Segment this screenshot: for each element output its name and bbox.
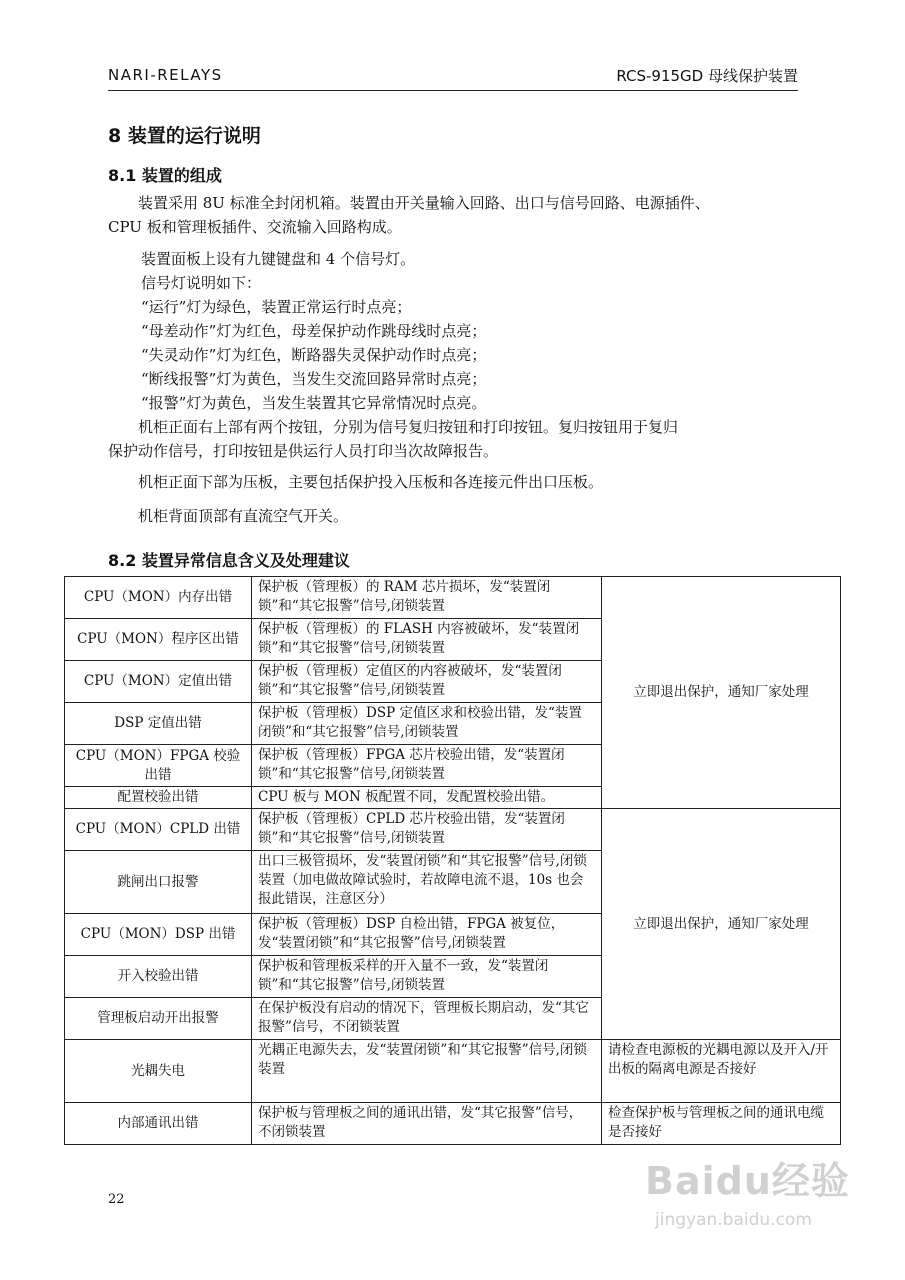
light-line-break: “断线报警”灯为黄色，当发生交流回路异常时点亮； bbox=[141, 370, 487, 388]
error-name: CPU（MON）程序区出错 bbox=[65, 619, 252, 661]
error-info-table bbox=[64, 576, 841, 1145]
handling-advice: 检查保护板与管理板之间的通讯电缆是否接好 bbox=[602, 1103, 841, 1145]
section-8-title: 8 装置的运行说明 bbox=[108, 125, 261, 147]
error-name: 内部通讯出错 bbox=[65, 1103, 252, 1145]
para-dc-switch: 机柜背面顶部有直流空气开关。 bbox=[138, 507, 349, 525]
error-description: 保护板（管理板）定值区的内容被破坏，发“装置闭锁”和“其它报警”信号,闭锁装置 bbox=[252, 661, 602, 703]
para-buttons-line2: 保护动作信号，打印按钮是供运行人员打印当次故障报告。 bbox=[108, 442, 499, 460]
handling-advice: 立即退出保护，通知厂家处理 bbox=[602, 577, 841, 809]
error-name: 管理板启动开出报警 bbox=[65, 998, 252, 1040]
table-row bbox=[65, 1040, 841, 1103]
watermark-logo: Baidu经验 bbox=[645, 1159, 850, 1203]
section-8-2-title: 8.2 装置异常信息含义及处理建议 bbox=[108, 551, 350, 570]
error-description: 保护板和管理板采样的开入量不一致，发“装置闭锁”和“其它报警”信号,闭锁装置 bbox=[252, 956, 602, 998]
para-pressure-plates: 机柜正面下部为压板，主要包括保护投入压板和各连接元件出口压板。 bbox=[138, 473, 604, 491]
error-description: 保护板（管理板）DSP 定值区求和校验出错，发“装置闭锁”和“其它报警”信号,闭锁装置 bbox=[252, 703, 602, 745]
error-name: 跳闸出口报警 bbox=[65, 851, 252, 914]
light-breaker-failure: “失灵动作”灯为红色，断路器失灵保护动作时点亮； bbox=[141, 346, 487, 364]
header-product: RCS-915GD 母线保护装置 bbox=[616, 67, 798, 85]
error-description: 保护板（管理板）FPGA 芯片校验出错，发“装置闭锁”和“其它报警”信号,闭锁装置 bbox=[252, 745, 602, 787]
handling-advice: 立即退出保护，通知厂家处理 bbox=[602, 809, 841, 1040]
error-description: CPU 板与 MON 板配置不同，发配置校验出错。 bbox=[252, 787, 602, 809]
error-description: 保护板与管理板之间的通讯出错，发“其它报警”信号，不闭锁装置 bbox=[252, 1103, 602, 1145]
error-description: 出口三极管损坏，发“装置闭锁”和“其它报警”信号,闭锁装置（加电做故障试验时，若故障电流不退，10s 也会报此错误，注意区分） bbox=[252, 851, 602, 914]
error-description: 保护板（管理板）DSP 自检出错，FPGA 被复位，发“装置闭锁”和“其它报警”信号,闭锁装置 bbox=[252, 914, 602, 956]
error-name: 开入校验出错 bbox=[65, 956, 252, 998]
light-bus-diff: “母差动作”灯为红色，母差保护动作跳母线时点亮； bbox=[141, 322, 487, 340]
page-header bbox=[108, 64, 798, 91]
error-name: CPU（MON）CPLD 出错 bbox=[65, 809, 252, 851]
lights-intro: 信号灯说明如下： bbox=[141, 274, 262, 292]
error-description: 保护板（管理板）CPLD 芯片校验出错，发“装置闭锁”和“其它报警”信号,闭锁装置 bbox=[252, 809, 602, 851]
table-row bbox=[65, 577, 841, 619]
error-description: 保护板（管理板）的 RAM 芯片损坏，发“装置闭锁”和“其它报警”信号,闭锁装置 bbox=[252, 577, 602, 619]
para-buttons-line1: 机柜正面右上部有两个按钮，分别为信号复归按钮和打印按钮。复归按钮用于复归 bbox=[138, 418, 679, 436]
error-name: 配置校验出错 bbox=[65, 787, 252, 809]
error-name: CPU（MON）定值出错 bbox=[65, 661, 252, 703]
error-description: 在保护板没有启动的情况下，管理板长期启动，发“其它报警”信号，不闭锁装置 bbox=[252, 998, 602, 1040]
error-name: CPU（MON）内存出错 bbox=[65, 577, 252, 619]
baidu-jingyan-watermark bbox=[645, 1150, 885, 1250]
error-name: DSP 定值出错 bbox=[65, 703, 252, 745]
light-run: “运行”灯为绿色，装置正常运行时点亮； bbox=[141, 298, 412, 316]
error-description: 光耦正电源失去，发“装置闭锁”和“其它报警”信号,闭锁装置 bbox=[252, 1040, 602, 1103]
error-description: 保护板（管理板）的 FLASH 内容被破坏，发“装置闭锁”和“其它报警”信号,闭锁装置 bbox=[252, 619, 602, 661]
section-8-1-title: 8.1 装置的组成 bbox=[108, 166, 222, 185]
table-row bbox=[65, 1103, 841, 1145]
page-number: 22 bbox=[108, 1192, 125, 1207]
panel-description: 装置面板上设有九键键盘和 4 个信号灯。 bbox=[141, 250, 416, 268]
header-company: NARI-RELAYS bbox=[108, 66, 223, 84]
error-name: 光耦失电 bbox=[65, 1040, 252, 1103]
error-name: CPU（MON）DSP 出错 bbox=[65, 914, 252, 956]
handling-advice: 请检查电源板的光耦电源以及开入/开出板的隔离电源是否接好 bbox=[602, 1040, 841, 1103]
watermark-url: jingyan.baidu.com bbox=[655, 1210, 812, 1230]
error-name: CPU（MON）FPGA 校验出错 bbox=[65, 745, 252, 787]
light-alarm: “报警”灯为黄色，当发生装置其它异常情况时点亮。 bbox=[141, 394, 487, 412]
table-row bbox=[65, 809, 841, 851]
para-composition-line2: CPU 板和管理板插件、交流输入回路构成。 bbox=[108, 218, 402, 236]
para-composition-line1: 装置采用 8U 标准全封闭机箱。装置由开关量输入回路、出口与信号回路、电源插件、 bbox=[138, 194, 710, 212]
